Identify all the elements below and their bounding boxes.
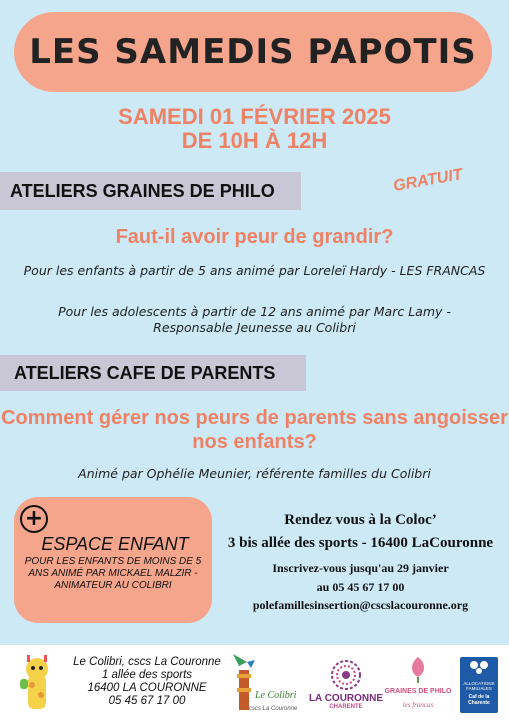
couronne-logo-sub: CHARENTE [329,704,363,710]
footer-address [72,656,222,708]
atelier-philo-heading: ATELIERS GRAINES DE PHILO [0,172,301,210]
page-title: LES SAMEDIS PAPOTIS [29,32,477,72]
caf-logo-sub: Caf de la Charente [468,694,490,706]
event-date: SAMEDI 01 FÉVRIER 2025 [118,104,391,129]
gratuit-badge: GRATUIT [391,166,464,195]
rdv-heading: Rendez vous à la Coloc’ [284,512,437,528]
colibri-logo-icon [225,648,298,716]
title-banner [14,12,492,92]
graines-logo-text: GRAINES DE PHILO [384,688,452,695]
footer-address-line: 1 allée des sports [101,669,193,681]
giraffe-logo-icon [14,653,58,715]
plus-icon: + [20,505,48,533]
couronne-logo-label: LA COURONNE [308,693,384,704]
caf-family-icon [460,657,498,677]
rdv-deadline: Inscrivez-vous jusqu'au 29 janvier [272,561,449,575]
rdv-phone: au 05 45 67 17 00 [316,580,405,594]
espace-enfant-title: ESPACE ENFANT [41,534,189,554]
caf-logo-text: ALLOCATIONS FAMILIALES [463,681,495,691]
colibri-logo-text: Le Colibri [255,690,297,701]
footer-address-line: 05 45 67 17 00 [108,695,186,707]
atelier-philo-desc-teens: Pour les adolescents à partir de 12 ans animé par Marc Lamy - Responsable Jeunesse au Colibri [58,304,451,335]
event-time: DE 10H À 12H [181,128,328,153]
atelier-parents-heading: ATELIERS CAFE DE PARENTS [0,355,306,391]
atelier-philo-question: Faut-il avoir peur de grandir? [115,226,394,248]
couronne-logo-text [300,693,392,710]
graines-logo-sub: les francas [402,701,434,709]
colibri-logo-sub: cscs La Couronne [249,706,298,712]
atelier-parents-question: Comment gérer nos peurs de parents sans angoisser nos enfants? [1,407,508,453]
caf-logo [460,657,498,713]
rdv-email[interactable]: polefamillesinsertion@cscslacouronne.org [252,598,469,612]
graines-de-philo-logo-icon [384,653,452,715]
espace-enfant-text: POUR LES ENFANTS DE MOINS DE 5 ANS ANIMÉ PAR MICKAEL MALZIR - ANIMATEUR AU COLIBRI [24,556,202,591]
rdv-address: 3 bis allée des sports - 16400 LaCouronne [227,535,494,551]
atelier-parents-desc: Animé par Ophélie Meunier, référente familles du Colibri [78,466,431,481]
footer-address-line: 16400 LA COURONNE [87,682,207,694]
atelier-philo-desc-kids: Pour les enfants à partir de 5 ans animé par Loreleï Hardy - LES FRANCAS [23,263,486,278]
footer-address-line: Le Colibri, cscs La Couronne [73,656,221,668]
